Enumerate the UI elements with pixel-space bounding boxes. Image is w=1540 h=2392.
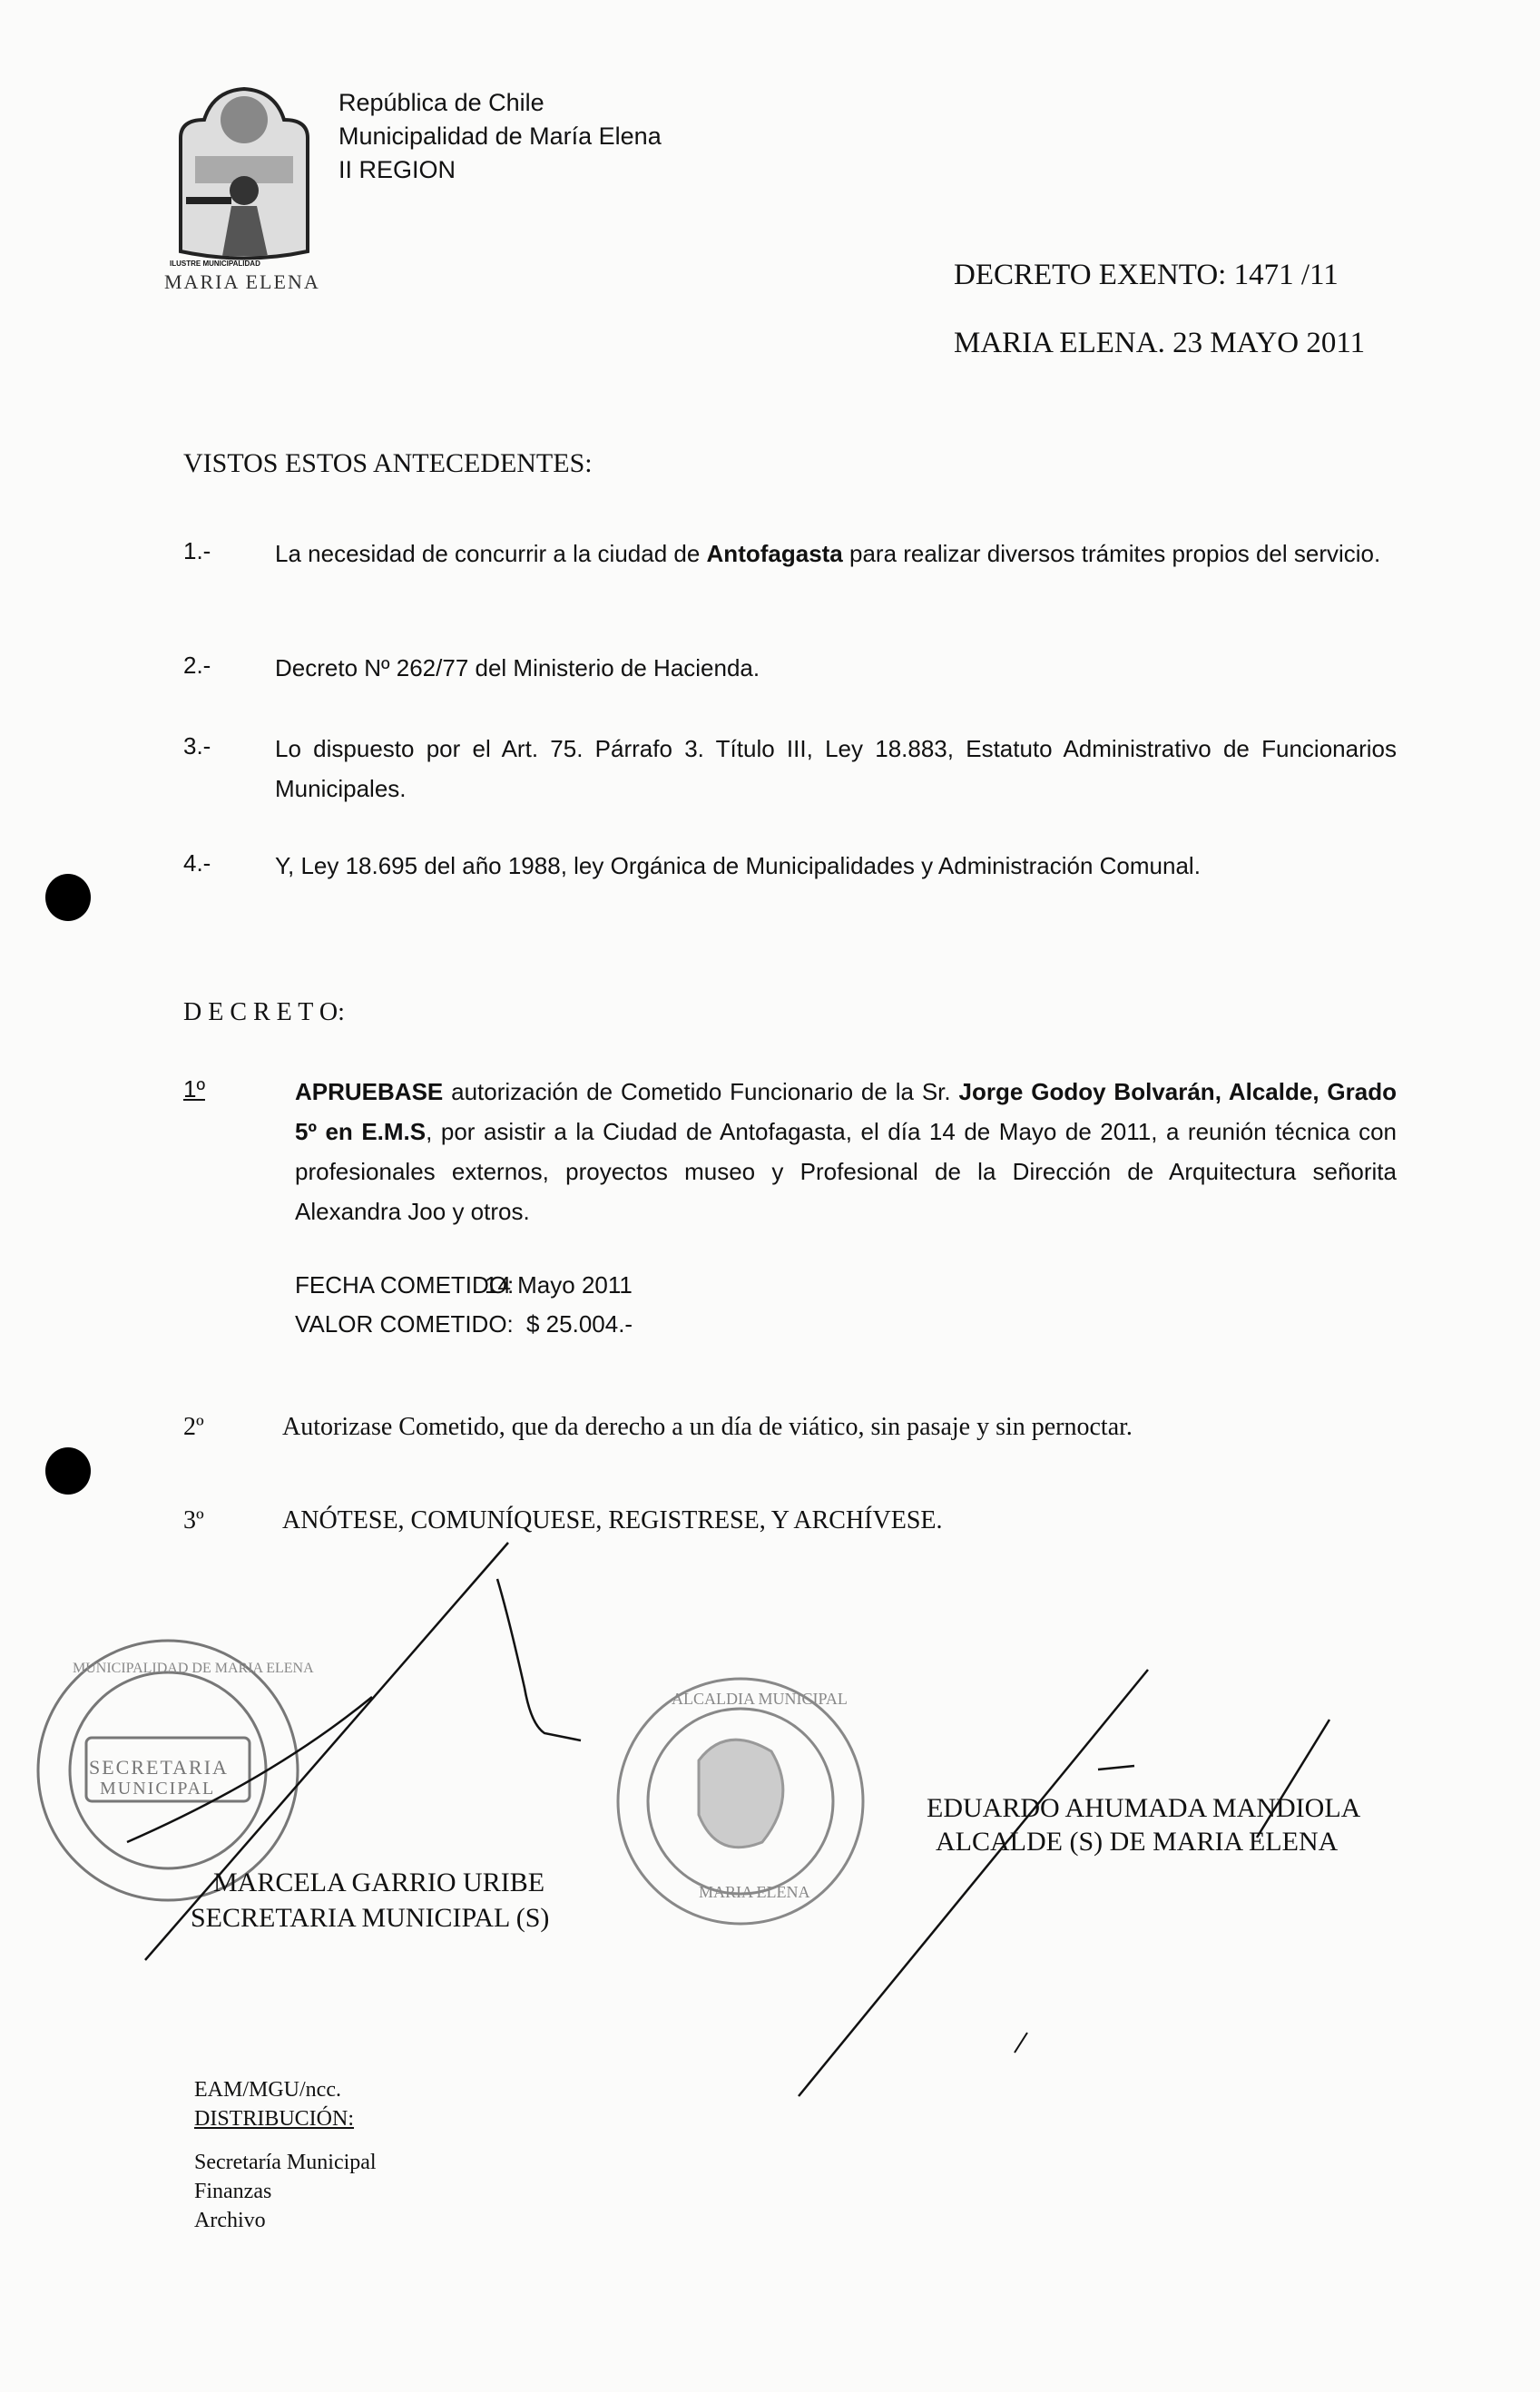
decreto-item: Autorizase Cometido, que da derecho a un día de viático, sin pasaje y sin pernoctar. <box>282 1413 1133 1441</box>
item-number: 4.- <box>183 849 211 877</box>
item-text: La necesidad de concurrir a la ciudad de <box>275 540 707 567</box>
logo-caption: ILUSTRE MUNICIPALIDAD <box>170 260 260 268</box>
item-text: , por asistir a la Ciudad de Antofagasta, el día 14 de Mayo de 2011, a reunión técnica con profesionales externos, proyectos museo y Profesional de la Dirección de Arquitectura señorita Alexandra Joo y otros. <box>295 1118 1397 1225</box>
distribution-item: Secretaría Municipal <box>194 2151 377 2174</box>
stamp-text: MUNICIPAL <box>100 1779 216 1799</box>
fecha-label: FECHA COMETIDO: <box>295 1271 515 1299</box>
item-text: autorización de Cometido Funcionario de la Sr. <box>443 1078 959 1105</box>
item-number: 2.- <box>183 652 211 679</box>
mayor-name: EDUARDO AHUMADA MANDIOLA <box>927 1793 1361 1823</box>
decreto-title: D E C R E T O: <box>183 998 345 1026</box>
distribution-title: DISTRIBUCIÓN: <box>194 2107 355 2131</box>
official-name: Jorge Godoy Bolvarán, Alcalde, Grado 5º en E.M.S <box>295 1078 1397 1145</box>
check-mark <box>1015 2033 1027 2053</box>
vistos-item: Lo dispuesto por el Art. 75. Párrafo 3. Título III, Ley 18.883, Estatuto Administrativo de Funcionarios Municipales. <box>275 735 1397 802</box>
decreto-item: ANÓTESE, COMUNÍQUESE, REGISTRESE, Y ARCHÍVESE. <box>282 1506 943 1534</box>
valor-value: $ 25.004.- <box>526 1310 633 1338</box>
secretary-title: SECRETARIA MUNICIPAL (S) <box>191 1903 550 1933</box>
initials: EAM/MGU/ncc. <box>194 2078 341 2102</box>
vistos-title: VISTOS ESTOS ANTECEDENTES: <box>183 448 593 478</box>
stamp-ring-text: MARIA ELENA <box>699 1883 810 1901</box>
item-number: 1.- <box>183 537 211 564</box>
stamp-ring-text: ALCALDIA MUNICIPAL <box>672 1690 848 1708</box>
secretary-name: MARCELA GARRIO URIBE <box>213 1868 545 1897</box>
header-line-republic: República de Chile <box>338 89 544 116</box>
logo-title: MARIA ELENA <box>164 270 320 293</box>
vistos-item: Decreto Nº 262/77 del Ministerio de Hacienda. <box>275 654 760 681</box>
item-number: 2º <box>183 1413 204 1441</box>
fecha-value: 14 Mayo 2011 <box>485 1271 633 1299</box>
item-number: 1º <box>183 1075 205 1103</box>
stamp-text: SECRETARIA <box>89 1756 229 1779</box>
item-number: 3º <box>183 1506 204 1534</box>
approve-keyword: APRUEBASE <box>295 1078 444 1105</box>
valor-label: VALOR COMETIDO: <box>295 1310 514 1338</box>
header-line-region: II REGION <box>338 156 456 183</box>
item-number: 3.- <box>183 732 211 760</box>
item-text: para realizar diversos trámites propios del servicio. <box>842 540 1381 567</box>
stamp-ring-text: MUNICIPALIDAD DE MARIA ELENA <box>73 1661 314 1676</box>
city-name: Antofagasta <box>706 540 843 567</box>
place-date: MARIA ELENA. 23 MAYO 2011 <box>954 327 1366 359</box>
distribution-item: Archivo <box>194 2209 266 2232</box>
decree-number: DECRETO EXENTO: 1471 /11 <box>954 259 1339 291</box>
vistos-item: Y, Ley 18.695 del año 1988, ley Orgánica de Municipalidades y Administración Comunal. <box>275 852 1201 879</box>
header-line-municipality: Municipalidad de María Elena <box>338 123 662 150</box>
signature-right <box>799 1670 1329 2096</box>
mayor-title: ALCALDE (S) DE MARIA ELENA <box>936 1827 1339 1857</box>
distribution-item: Finanzas <box>194 2180 272 2203</box>
